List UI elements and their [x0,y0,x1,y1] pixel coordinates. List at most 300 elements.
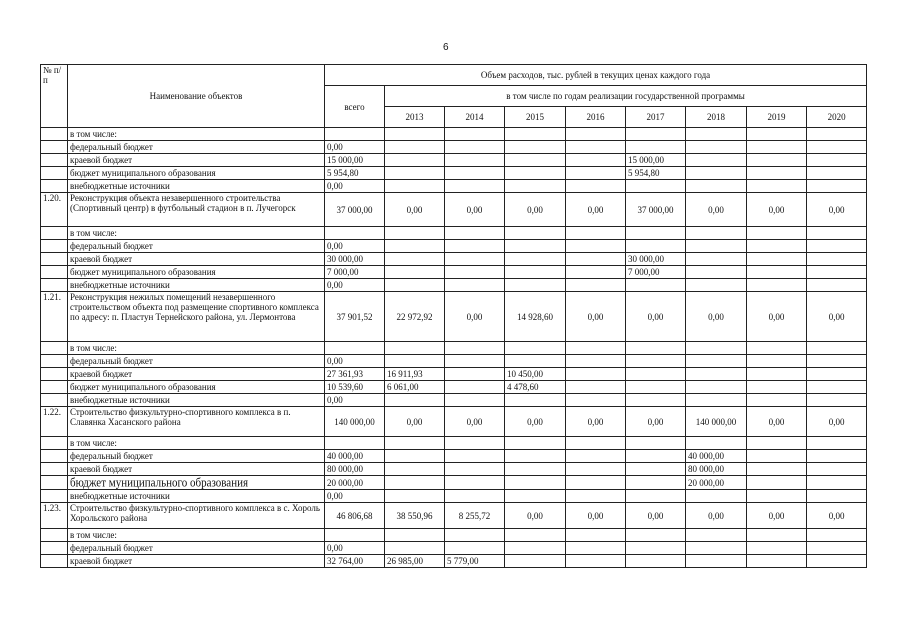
header-name: Наименование объектов [68,65,325,128]
row-year-value [807,437,867,450]
row-year-value [747,437,807,450]
row-year-value [385,167,445,180]
row-year-value [566,154,626,167]
row-year-value [626,476,686,490]
row-year-value [385,154,445,167]
row-name: краевой бюджет [68,253,325,266]
row-year-value [747,476,807,490]
row-total: 0,00 [325,240,385,253]
header-number: № п/п [41,65,68,128]
row-year-value [505,253,566,266]
row-year-value [807,240,867,253]
row-name: федеральный бюджет [68,240,325,253]
row-year-value [566,180,626,193]
row-year-value [626,240,686,253]
table-row [41,154,867,167]
row-total: 46 806,68 [325,503,385,529]
table-row [41,437,867,450]
row-year-value: 0,00 [566,193,626,227]
table-row [41,167,867,180]
row-name: краевой бюджет [68,555,325,568]
row-number: 1.21. [41,292,68,342]
row-number [41,542,68,555]
row-year-value [686,253,747,266]
table-row [41,355,867,368]
row-year-value [807,368,867,381]
row-year-value [626,368,686,381]
row-year-value: 0,00 [445,407,505,437]
row-year-value [807,394,867,407]
row-year-value [626,450,686,463]
row-year-value [807,355,867,368]
row-year-value [566,476,626,490]
row-year-value [686,394,747,407]
row-year-value [686,266,747,279]
row-year-value [566,529,626,542]
row-year-value [747,141,807,154]
row-year-value [686,437,747,450]
row-year-value [445,128,505,141]
row-year-value: 30 000,00 [626,253,686,266]
row-number [41,368,68,381]
row-year-value [505,279,566,292]
row-year-value [686,381,747,394]
row-year-value [626,394,686,407]
row-year-value [807,381,867,394]
row-year-value [686,490,747,503]
row-year-value [566,342,626,355]
row-year-value: 0,00 [445,292,505,342]
row-total [325,529,385,542]
row-total: 30 000,00 [325,253,385,266]
row-year-value [566,394,626,407]
row-year-value: 0,00 [626,503,686,529]
row-name: бюджет муниципального образования [68,475,325,490]
row-year-value [686,368,747,381]
row-number [41,381,68,394]
row-year-value [747,227,807,240]
row-year-value: 140 000,00 [686,407,747,437]
row-year-value [747,355,807,368]
row-total: 40 000,00 [325,450,385,463]
row-year-value [445,542,505,555]
row-name: бюджет муниципального образования [68,381,325,394]
header-row-1 [41,65,867,86]
table-row [41,450,867,463]
row-year-value [505,476,566,490]
row-year-value [445,180,505,193]
row-year-value [505,266,566,279]
row-year-value [505,529,566,542]
row-year-value [385,279,445,292]
row-year-value: 20 000,00 [686,476,747,490]
row-year-value: 7 000,00 [626,266,686,279]
row-year-value [445,227,505,240]
row-year-value [445,240,505,253]
row-name: краевой бюджет [68,463,325,476]
row-year-value [385,180,445,193]
row-year-value [505,240,566,253]
row-year-value: 0,00 [807,407,867,437]
row-year-value [566,240,626,253]
row-year-value [686,240,747,253]
row-total [325,342,385,355]
row-year-value [686,529,747,542]
row-number [41,167,68,180]
row-year-value [566,381,626,394]
row-year-value [445,355,505,368]
header-year: 2015 [505,107,566,128]
row-year-value: 0,00 [686,193,747,227]
row-year-value: 0,00 [566,292,626,342]
row-year-value: 0,00 [747,503,807,529]
row-total: 0,00 [325,542,385,555]
table-row [41,368,867,381]
row-year-value [445,381,505,394]
row-year-value: 80 000,00 [686,463,747,476]
row-year-value [747,394,807,407]
page-number: 6 [443,42,449,53]
row-year-value [385,437,445,450]
row-year-value [747,342,807,355]
row-year-value [566,141,626,154]
row-name: внебюджетные источники [68,394,325,407]
row-number: 1.22. [41,407,68,437]
row-year-value [385,227,445,240]
row-year-value [626,342,686,355]
row-year-value [807,555,867,568]
table-row [41,381,867,394]
row-year-value [505,342,566,355]
row-total: 27 361,93 [325,368,385,381]
row-year-value [566,266,626,279]
row-number [41,476,68,490]
row-total: 140 000,00 [325,407,385,437]
row-year-value [385,463,445,476]
row-year-value [626,128,686,141]
row-year-value: 6 061,00 [385,381,445,394]
header-year: 2020 [807,107,867,128]
row-year-value [566,542,626,555]
row-year-value: 4 478,60 [505,381,566,394]
row-year-value: 5 779,00 [445,555,505,568]
row-year-value: 16 911,93 [385,368,445,381]
row-year-value [686,167,747,180]
object-row [41,193,867,227]
row-year-value [445,490,505,503]
row-year-value [566,437,626,450]
row-year-value [807,529,867,542]
row-year-value [626,555,686,568]
row-year-value [505,463,566,476]
table-row [41,490,867,503]
row-year-value [445,394,505,407]
row-year-value [747,240,807,253]
row-year-value [747,180,807,193]
row-year-value: 0,00 [807,503,867,529]
row-year-value [566,555,626,568]
row-year-value [566,355,626,368]
row-year-value [566,167,626,180]
row-number [41,154,68,167]
header-years-group: в том числе по годам реализации государственной программы [385,86,867,107]
row-year-value [807,167,867,180]
row-number [41,437,68,450]
row-name: внебюджетные источники [68,180,325,193]
row-year-value [626,542,686,555]
row-year-value [445,141,505,154]
table-row [41,266,867,279]
row-number [41,394,68,407]
row-number [41,529,68,542]
row-number [41,227,68,240]
row-year-value [686,355,747,368]
row-number [41,253,68,266]
row-year-value [747,167,807,180]
row-total: 0,00 [325,394,385,407]
row-total: 37 000,00 [325,193,385,227]
object-row [41,503,867,529]
row-year-value [807,542,867,555]
row-name: Реконструкция нежилых помещений незавершенного строительством объекта под размещение спортивного комплекса по адресу: п. Пластун Тернейского района, ул. Лермонтова [68,292,325,342]
row-year-value [385,450,445,463]
row-number [41,240,68,253]
row-total [325,128,385,141]
row-number [41,342,68,355]
row-year-value [445,154,505,167]
row-year-value [385,476,445,490]
row-year-value: 0,00 [505,503,566,529]
table-row [41,128,867,141]
table-row [41,394,867,407]
row-year-value [445,476,505,490]
row-year-value [566,490,626,503]
header-year: 2017 [626,107,686,128]
row-year-value [566,227,626,240]
row-number [41,355,68,368]
row-name: Строительство физкультурно-спортивного комплекса в с. Хороль Хорольского района [68,503,325,529]
row-year-value [747,368,807,381]
row-year-value [747,154,807,167]
row-year-value [385,542,445,555]
row-year-value: 14 928,60 [505,292,566,342]
row-total: 7 000,00 [325,266,385,279]
row-year-value [807,180,867,193]
row-year-value [445,266,505,279]
row-year-value [747,266,807,279]
row-year-value [385,355,445,368]
row-total: 5 954,80 [325,167,385,180]
row-year-value: 0,00 [505,407,566,437]
row-total: 0,00 [325,279,385,292]
row-year-value [566,450,626,463]
row-name: федеральный бюджет [68,355,325,368]
table-row [41,180,867,193]
row-total [325,437,385,450]
row-year-value [445,463,505,476]
header-year: 2018 [686,107,747,128]
row-year-value [807,463,867,476]
row-number [41,450,68,463]
row-year-value [385,128,445,141]
row-year-value [686,555,747,568]
row-total: 0,00 [325,490,385,503]
row-year-value [445,450,505,463]
row-year-value [686,227,747,240]
row-year-value [445,167,505,180]
row-total: 0,00 [325,180,385,193]
table-row [41,240,867,253]
row-year-value [686,154,747,167]
row-year-value: 26 985,00 [385,555,445,568]
row-year-value: 0,00 [385,193,445,227]
row-year-value [385,266,445,279]
row-year-value [385,342,445,355]
row-year-value: 0,00 [747,292,807,342]
row-year-value: 15 000,00 [626,154,686,167]
row-number [41,266,68,279]
table-row [41,342,867,355]
row-year-value: 0,00 [505,193,566,227]
row-year-value [686,342,747,355]
row-name: федеральный бюджет [68,141,325,154]
row-year-value: 0,00 [626,292,686,342]
table-row [41,542,867,555]
row-name: краевой бюджет [68,368,325,381]
object-row [41,407,867,437]
row-year-value [807,266,867,279]
row-number [41,141,68,154]
row-year-value [747,542,807,555]
row-year-value [626,279,686,292]
table-row [41,529,867,542]
row-year-value: 5 954,80 [626,167,686,180]
row-year-value [747,555,807,568]
row-number [41,463,68,476]
row-number: 1.23. [41,503,68,529]
row-year-value [807,141,867,154]
row-name: в том числе: [68,342,325,355]
row-year-value: 0,00 [385,407,445,437]
row-year-value [747,529,807,542]
row-year-value: 8 255,72 [445,503,505,529]
row-year-value: 40 000,00 [686,450,747,463]
row-year-value [505,227,566,240]
row-year-value [747,128,807,141]
row-year-value [445,279,505,292]
row-total: 37 901,52 [325,292,385,342]
row-year-value [505,437,566,450]
row-year-value [747,450,807,463]
row-name: федеральный бюджет [68,450,325,463]
row-number [41,555,68,568]
row-name: краевой бюджет [68,154,325,167]
row-year-value: 0,00 [566,407,626,437]
row-number [41,128,68,141]
row-year-value [747,490,807,503]
row-name: внебюджетные источники [68,279,325,292]
header-year: 2016 [566,107,626,128]
row-year-value: 0,00 [807,193,867,227]
row-name: в том числе: [68,529,325,542]
table-row [41,141,867,154]
row-year-value [747,279,807,292]
row-year-value [505,394,566,407]
row-year-value [445,529,505,542]
row-year-value: 0,00 [747,193,807,227]
table-row [41,463,867,476]
row-year-value [505,141,566,154]
row-year-value [626,381,686,394]
row-year-value [505,128,566,141]
row-total [325,227,385,240]
row-year-value [807,227,867,240]
row-year-value [505,450,566,463]
header-total: всего [325,86,385,128]
row-year-value [807,450,867,463]
row-total: 20 000,00 [325,476,385,490]
header-year: 2013 [385,107,445,128]
row-name: Реконструкция объекта незавершенного строительства (Спортивный центр) в футбольный стадион в п. Лучегорск [68,193,325,227]
row-year-value: 37 000,00 [626,193,686,227]
row-year-value: 0,00 [686,503,747,529]
object-row [41,292,867,342]
row-year-value: 0,00 [566,503,626,529]
header-expenses-group: Объем расходов, тыс. рублей в текущих ценах каждого года [325,65,867,86]
row-year-value: 0,00 [747,407,807,437]
row-year-value [686,128,747,141]
row-year-value [385,490,445,503]
row-year-value [626,141,686,154]
row-year-value: 22 972,92 [385,292,445,342]
row-year-value [385,253,445,266]
row-total: 0,00 [325,141,385,154]
row-year-value [807,154,867,167]
row-total: 15 000,00 [325,154,385,167]
row-year-value: 0,00 [445,193,505,227]
row-year-value [505,154,566,167]
table-body [41,128,867,568]
row-year-value [385,240,445,253]
row-year-value [385,141,445,154]
table-row [41,253,867,266]
row-year-value [626,490,686,503]
row-year-value: 0,00 [807,292,867,342]
row-year-value [505,490,566,503]
row-year-value [566,368,626,381]
row-year-value: 0,00 [686,292,747,342]
table-row [41,227,867,240]
row-total: 0,00 [325,355,385,368]
row-year-value: 0,00 [626,407,686,437]
header-year: 2019 [747,107,807,128]
row-year-value [686,279,747,292]
row-name: Строительство физкультурно-спортивного комплекса в п. Славянка Хасанского района [68,407,325,437]
row-year-value [626,180,686,193]
row-name: внебюджетные источники [68,490,325,503]
row-year-value [626,355,686,368]
row-year-value [807,279,867,292]
table-row [41,279,867,292]
row-year-value [747,463,807,476]
row-year-value [505,355,566,368]
expenses-table [40,64,867,568]
row-year-value [566,128,626,141]
row-number [41,180,68,193]
row-total: 80 000,00 [325,463,385,476]
row-year-value [445,437,505,450]
row-number [41,279,68,292]
